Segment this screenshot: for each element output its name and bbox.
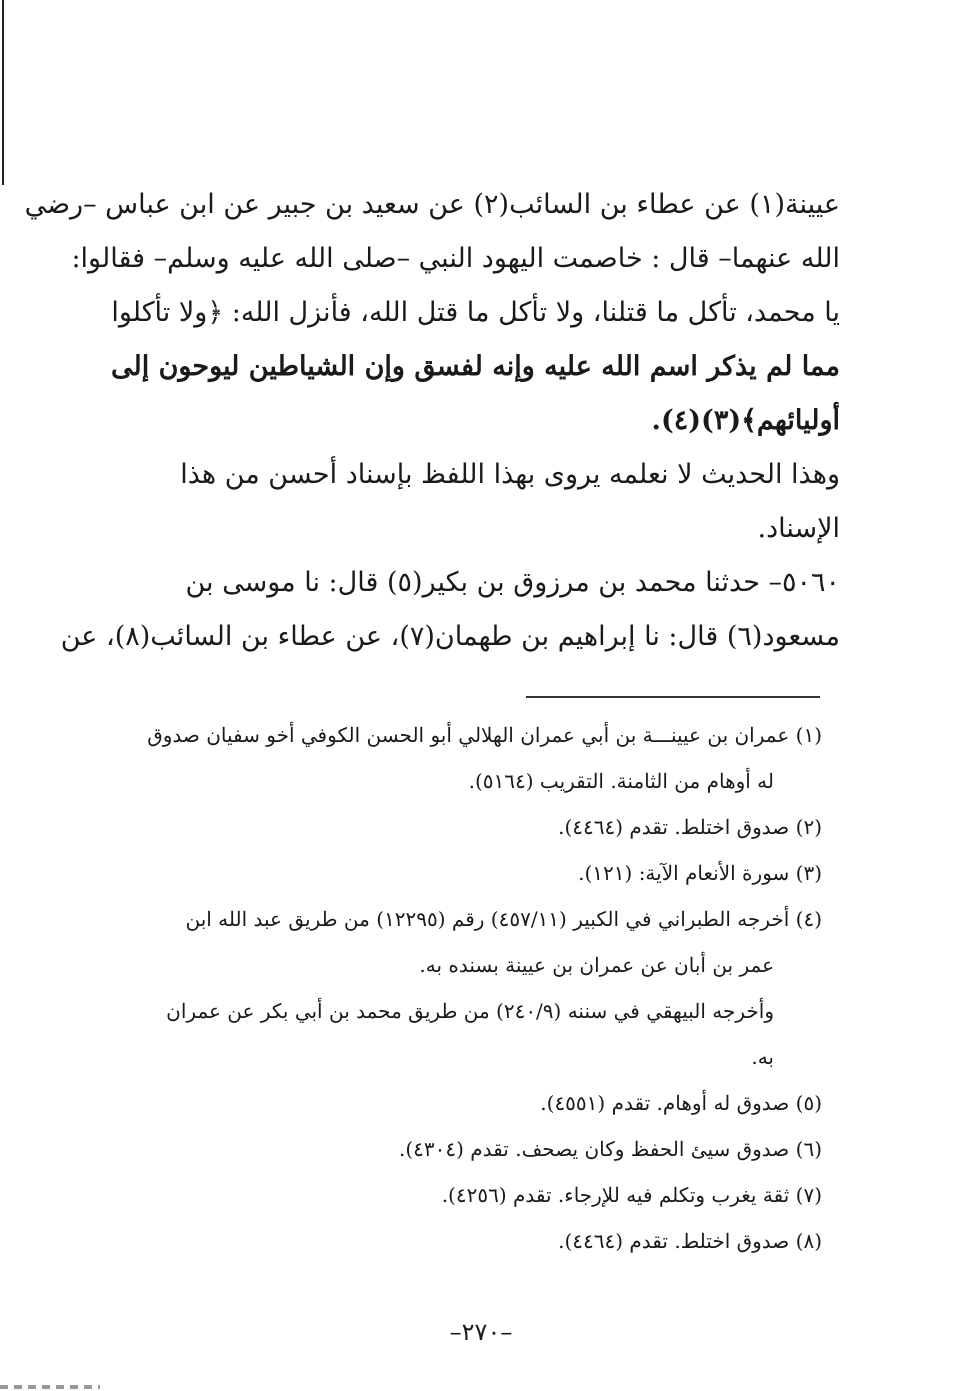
quran-verse-line-end: أوليائهم﴾(٣)(٤). xyxy=(651,405,840,436)
main-text-line: مسعود(٦) قال: نا إبراهيم بن طهمان(٧)، عن عطاء بن السائب(٨)، عن xyxy=(60,621,840,652)
footnote-4-continuation: عمر بن أبان عن عمران بن عيينة بسنده به. xyxy=(419,953,774,977)
footnote-3: (٣) سورة الأنعام الآية: (١٢١). xyxy=(578,861,822,885)
footnote-4-continuation: وأخرجه البيهقي في سننه (٢٤٠/٩) من طريق محمد بن أبي بكر عن عمران xyxy=(166,999,774,1023)
footnotes-block xyxy=(110,712,822,1264)
footnote-2: (٢) صدوق اختلط. تقدم (٤٤٦٤). xyxy=(558,815,822,839)
footnote-4-continuation: به. xyxy=(751,1045,774,1069)
quran-verse-line: مما لم يذكر اسم الله عليه وإنه لفسق وإن الشياطين ليوحون إلى xyxy=(110,351,840,382)
footnote-divider xyxy=(526,696,820,698)
footnote-4: (٤) أخرجه الطبراني في الكبير (٤٥٧/١١) رقم (١٢٢٩٥) من طريق عبد الله ابن xyxy=(185,907,822,931)
main-text-block xyxy=(24,178,840,664)
commentary-line: الإسناد. xyxy=(757,513,840,544)
footnote-8: (٨) صدوق اختلط. تقدم (٤٤٦٤). xyxy=(558,1229,822,1253)
main-text-line: عيينة(١) عن عطاء بن السائب(٢) عن سعيد بن جبير عن ابن عباس –رضي xyxy=(24,189,840,220)
scan-artifact-mark xyxy=(0,1385,100,1389)
commentary-line: وهذا الحديث لا نعلمه يروى بهذا اللفظ بإسناد أحسن من هذا xyxy=(180,459,840,490)
main-text-line: الله عنهما– قال : خاصمت اليهود النبي –صلى الله عليه وسلم– فقالوا: xyxy=(71,243,840,274)
footnote-7: (٧) ثقة يغرب وتكلم فيه للإرجاء. تقدم (٤٢٥٦). xyxy=(441,1183,822,1207)
page-number: –٢٧٠– xyxy=(449,1318,513,1346)
footnote-6: (٦) صدوق سيئ الحفظ وكان يصحف. تقدم (٤٣٠٤). xyxy=(399,1137,822,1161)
hadith-number-line: ٥٠٦٠– حدثنا محمد بن مرزوق بن بكير(٥) قال: نا موسى بن xyxy=(185,567,840,598)
scan-edge-rule xyxy=(2,0,4,185)
footnote-5: (٥) صدوق له أوهام. تقدم (٤٥٥١). xyxy=(540,1091,822,1115)
footnote-1: (١) عمران بن عيينـــة بن أبي عمران الهلالي أبو الحسن الكوفي أخو سفيان صدوق xyxy=(147,723,822,747)
footnote-1-continuation: له أوهام من الثامنة. التقريب (٥١٦٤). xyxy=(468,769,774,793)
main-text-line: يا محمد، تأكل ما قتلنا، ولا تأكل ما قتل الله، فأنزل الله: ﴿ولا تأكلوا xyxy=(111,297,840,328)
